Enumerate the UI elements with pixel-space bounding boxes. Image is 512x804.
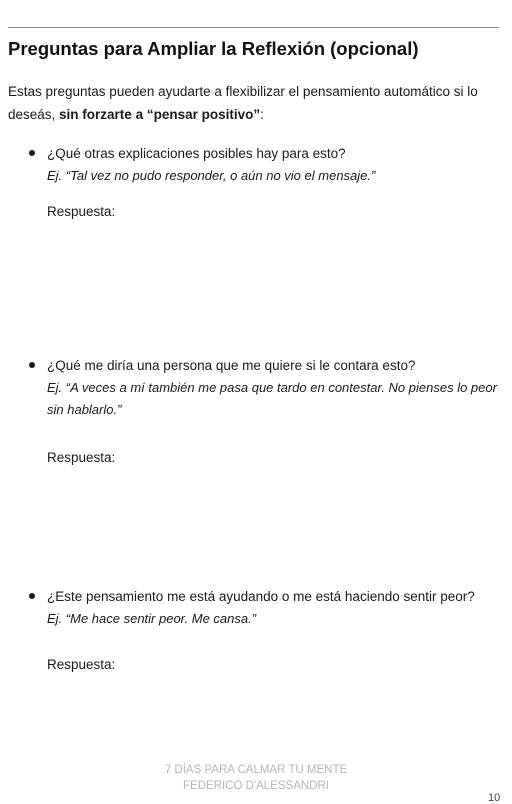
answer-label: Respuesta: xyxy=(47,204,116,219)
page-number: 10 xyxy=(488,792,501,804)
bullet-icon xyxy=(29,593,35,599)
question-text: ¿Qué otras explicaciones posibles hay para esto? xyxy=(47,146,346,161)
intro-colon: : xyxy=(260,107,264,122)
footer-book-title: 7 DÍAS PARA CALMAR TU MENTE xyxy=(164,764,348,776)
intro-text: Estas preguntas pueden ayudarte a flexibilizar el pensamiento automático si lo deseás, xyxy=(8,84,478,122)
footer-author: FEDERICO D'ALESSANDRI xyxy=(183,780,329,792)
bullet-icon xyxy=(29,150,35,156)
intro-paragraph xyxy=(8,80,498,126)
page-title: Preguntas para Ampliar la Reflexión (opcional) xyxy=(8,38,419,59)
question-example: Ej. “A veces a mí también me pasa que tardo en contestar. No pienses lo peor sin hablarlo.” xyxy=(47,380,497,417)
intro-emphasis: sin forzarte a “pensar positivo” xyxy=(59,107,261,122)
page-footer xyxy=(0,762,512,794)
question-text: ¿Qué me diría una persona que me quiere si le contara esto? xyxy=(47,358,416,373)
bullet-icon xyxy=(29,362,35,368)
question-example: Ej. “Me hace sentir peor. Me cansa.” xyxy=(47,611,257,626)
top-divider xyxy=(8,27,499,28)
question-example: Ej. “Tal vez no pudo responder, o aún no vio el mensaje.” xyxy=(47,168,376,183)
question-text: ¿Este pensamiento me está ayudando o me está haciendo sentir peor? xyxy=(47,589,475,604)
answer-label: Respuesta: xyxy=(47,450,116,465)
answer-label: Respuesta: xyxy=(47,657,116,672)
